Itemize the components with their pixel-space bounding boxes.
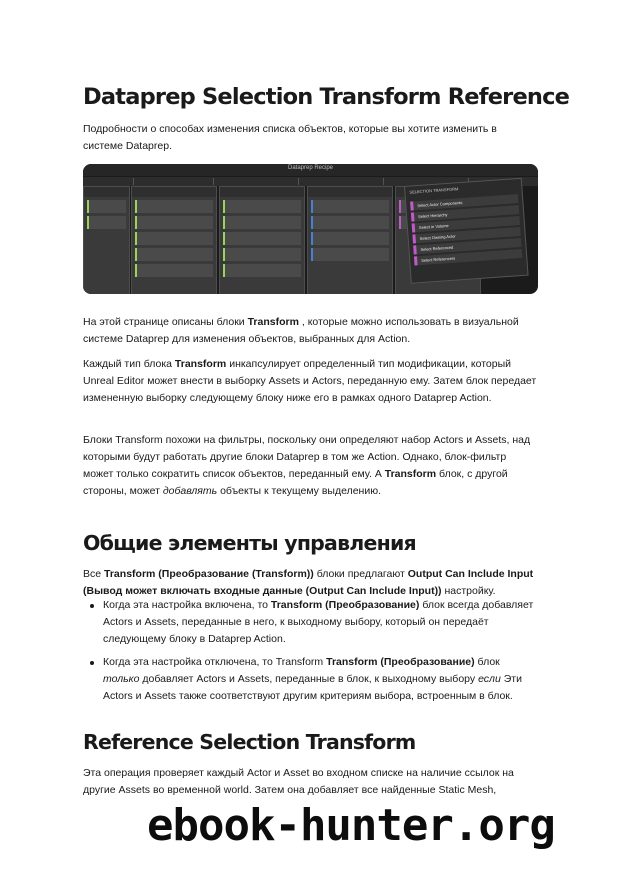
page-title: Dataprep Selection Transform Reference [83, 84, 570, 110]
recipe-node [307, 186, 393, 294]
recipe-node [131, 186, 217, 294]
recipe-node [219, 186, 305, 294]
paragraph-1: На этой странице описаны блоки Transform , которые можно использовать в визуальной системе Dataprep для изменения объектов, выбранных для Action. [83, 316, 519, 345]
section1-bullet-list [83, 597, 539, 711]
menu-item: Select Referenced [413, 238, 521, 255]
section-heading-reference-selection: Reference Selection Transform [83, 730, 416, 754]
section1-lead: Все Transform (Преобразование (Transform)) блоки предлагают Output Can Include Input (Вывод может включать входные данные (Output Can Include Input)) настройку. [83, 568, 534, 597]
list-item: Когда эта настройка включена, то Transform (Преобразование) блок всегда добавляет Actors и Assets, переданные в него, к выходному выбору, который он передаёт следующему блоку в Dataprep Action. [83, 597, 539, 648]
paragraph-3: Блоки Transform похожи на фильтры, поскольку они определяют набор Actors и Assets, над которыми будут работать другие блоки Dataprep в том же Action. Однако, блок-фильтр может только сократить список объектов, переданный ему. А Transform блок, с другой стороны, может добавлять объекты к текущему выделению. [83, 434, 531, 497]
recipe-window-title: Dataprep Recipe [287, 165, 334, 171]
watermark-text: ebook-hunter.org [147, 800, 555, 851]
menu-header: SELECTION TRANSFORM [409, 186, 459, 195]
recipe-titlebar [83, 164, 538, 176]
list-item: Когда эта настройка отключена, то Transform Transform (Преобразование) блок только добавляет Actors и Assets, переданные в блок, к выходному выбору если Эти Actors и Assets также соответствуют другим критериям выбора, встроенным в блок. [83, 654, 539, 705]
section-heading-common-controls: Общие элементы управления [83, 531, 416, 555]
menu-item: Select in Volume [412, 216, 520, 233]
menu-item: Select Hierarchy [411, 205, 519, 222]
selection-transform-menu [404, 178, 529, 284]
menu-item: Select Actor Components [410, 194, 518, 211]
intro-paragraph: Подробности о способах изменения списка объектов, которые вы хотите изменить в системе Dataprep. [83, 123, 497, 152]
recipe-node [83, 186, 130, 294]
paragraph-2: Каждый тип блока Transform инкапсулирует определенный тип модификации, который Unreal Editor может внести в выборку Assets и Actors, переданную ему. Затем блок передает измененную выборку следующему блоку ниже его в рамках одного Dataprep Action. [83, 358, 537, 404]
section2-paragraph: Эта операция проверяет каждый Actor и Asset во входном списке на наличие ссылок на другие Assets во временной world. Затем она добавляет все найденные Static Mesh, [83, 767, 514, 796]
menu-item: Select Referencers [414, 249, 522, 266]
menu-item: Select Owning Actor [412, 227, 520, 244]
